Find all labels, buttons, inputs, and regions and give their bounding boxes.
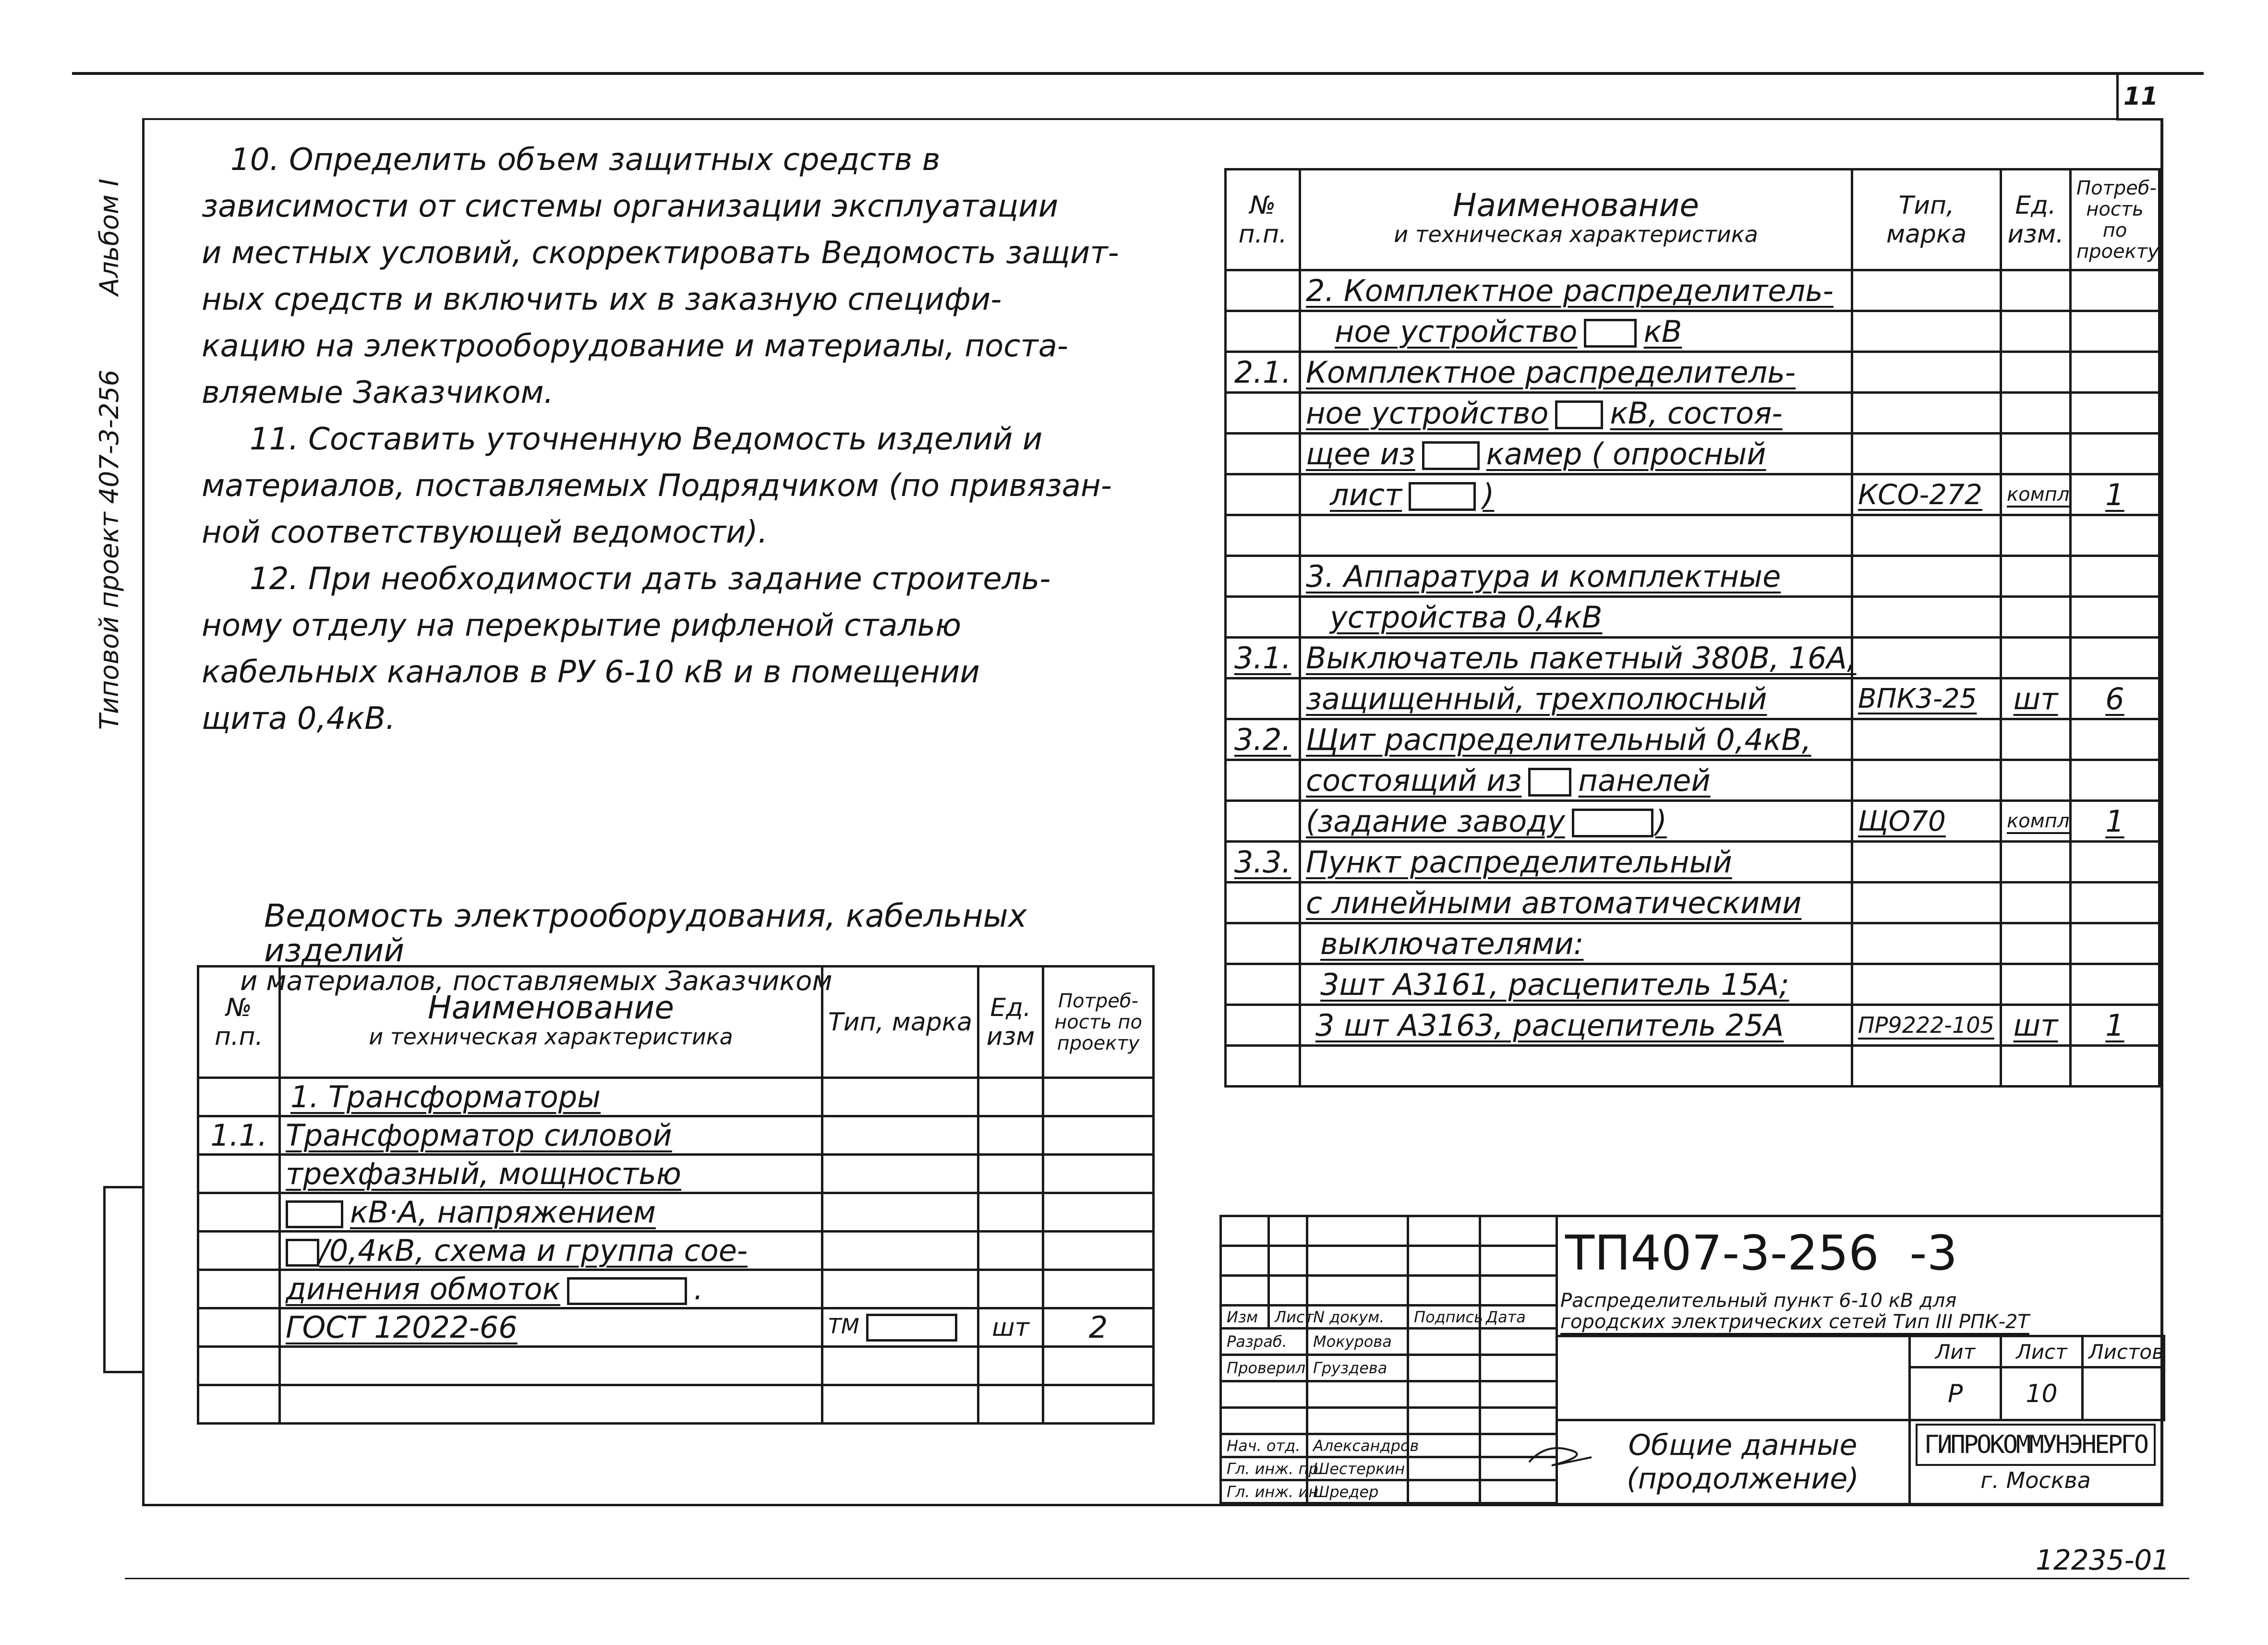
- top-border-line: [72, 72, 2204, 75]
- left-title-line2: и материалов, поставляемых Заказчиком: [240, 966, 832, 997]
- lt-item-line3: кВ·А, напряжением: [280, 1193, 822, 1232]
- frame-top-line: [144, 118, 2160, 120]
- stage-value: Р: [1910, 1367, 2001, 1420]
- rt-item32-line2: состоящий из панелей: [1300, 760, 1852, 801]
- rt-item21-unit: компл: [2001, 474, 2071, 515]
- lt-item-line1: Трансформатор силовой: [280, 1116, 822, 1155]
- rt-header-name: Наименование и техническая характеристика: [1300, 169, 1852, 270]
- note-11: 11. Составить уточненную Ведомость изделий и материалов, поставляемых Подрядчиком (по привязан- ной соответствующей ведомости).: [202, 422, 1112, 550]
- rt-item31-line1: Выключатель пакетный 380В, 16А,: [1300, 638, 1852, 678]
- rt-item21-need: 1: [2071, 474, 2159, 515]
- rt-header-num: № п.п.: [1226, 169, 1300, 270]
- rt-item21-num: 2.1.: [1226, 352, 1300, 393]
- sheets-label: Листов: [2083, 1336, 2164, 1367]
- rt-item32-line1: Щит распределительный 0,4кВ,: [1300, 719, 1852, 760]
- rt-item33-line1: Пункт распределительный: [1300, 842, 1852, 883]
- rt-item21-line3: щее из камер ( опросный: [1300, 434, 1852, 474]
- rt-item33-line2: с линейными автоматическими: [1300, 883, 1852, 923]
- lt-item-need: 2: [1043, 1308, 1154, 1347]
- rt-item33-line3: выключателями:: [1300, 923, 1852, 964]
- stamp-col-doc: N докум.: [1307, 1306, 1408, 1329]
- lt-section-title: 1. Трансформаторы: [280, 1078, 822, 1116]
- stamp-col-date: Дата: [1480, 1306, 1557, 1329]
- lt-item-line2: трехфазный, мощностью: [280, 1155, 822, 1193]
- rt-item32-unit: компл: [2001, 801, 2071, 842]
- rt-section3-line1: 3. Аппаратура и комплектные: [1300, 556, 1852, 597]
- stamp-role-5: Гл. инж. ин.: [1221, 1480, 1307, 1503]
- lt-item-unit: шт: [978, 1308, 1043, 1347]
- lt-item-num: 1.1.: [198, 1116, 280, 1155]
- rt-item31-num: 3.1.: [1226, 638, 1300, 678]
- organization-city: г. Москва: [1980, 1467, 2091, 1493]
- stamp-name-2: Груздева: [1307, 1355, 1408, 1381]
- rt-section2-line1: 2. Комплектное распределитель-: [1300, 270, 1852, 311]
- lt-header-name: Наименование и техническая характеристика: [280, 967, 822, 1078]
- description-line2: городских электрических сетей Тип III РПК-2Т: [1560, 1311, 2029, 1333]
- doc-title-line1: Общие данные: [1628, 1428, 1858, 1462]
- lt-item-type: ТМ: [822, 1308, 978, 1347]
- rt-item21-type: КСО-272: [1852, 474, 2001, 515]
- lt-item-line5: динения обмоток .: [280, 1270, 822, 1308]
- lt-item-line4: /0,4кВ, схема и группа сое-: [280, 1232, 822, 1270]
- sheet-info: [1908, 1335, 2165, 1421]
- lt-header-type: Тип, марка: [822, 967, 978, 1078]
- organization-stamp: [1911, 1424, 2160, 1495]
- stamp-role-3: Нач. отд.: [1221, 1434, 1307, 1457]
- title-block: [1219, 1215, 2163, 1505]
- stamp-right: [1556, 1215, 2163, 1505]
- stamp-role-4: Гл. инж. пр.: [1221, 1457, 1307, 1480]
- side-project-text: Типовой проект 407-3-256: [94, 369, 124, 730]
- lt-item-line6: ГОСТ 12022-66: [280, 1308, 822, 1347]
- stamp-role-1: Разраб.: [1221, 1329, 1307, 1355]
- doc-title-line2: (продолжение): [1627, 1462, 1859, 1496]
- note-10: 10. Определить объем защитных средств в зависимости от системы организации эксплуатации и местных условий, скорректировать Ведомость защит- ных средств и включить их в заказную специфи- кацию на электрооборудование и материалы, поста- вляемые Заказчиком.: [202, 142, 1119, 411]
- stamp-name-5: Шредер: [1307, 1480, 1408, 1503]
- rt-item33-unit: шт: [2001, 1005, 2071, 1046]
- stamp-col-list: Лист: [1269, 1306, 1307, 1329]
- stamp-col-sign: Подпись: [1408, 1306, 1480, 1329]
- rt-section3-line2: устройства 0,4кВ: [1300, 597, 1852, 638]
- lt-header-unit: Ед. изм: [978, 967, 1043, 1078]
- lt-header-need: Потреб- ность по проекту: [1043, 967, 1154, 1078]
- lt-header-num: № п.п.: [198, 967, 280, 1078]
- project-code: ТП407-3-256 -3: [1565, 1225, 1958, 1281]
- stamp-name-3: Александров: [1307, 1434, 1408, 1457]
- rt-item33-line5: 3 шт А3163, расцепитель 25А: [1300, 1005, 1852, 1046]
- rt-item31-type: ВПК3-25: [1852, 678, 2001, 719]
- rt-item32-need: 1: [2071, 801, 2159, 842]
- rt-section2-line2: ное устройство кВ: [1300, 311, 1852, 352]
- rt-item33-line4: 3шт А3161, расцепитель 15А;: [1300, 964, 1852, 1005]
- left-table: [197, 965, 1155, 1425]
- side-album-text: Альбом I: [94, 179, 124, 296]
- rt-item33-need: 1: [2071, 1005, 2159, 1046]
- note-12: 12. При необходимости дать задание строитель- ному отделу на перекрытие рифленой сталью кабельных каналов в РУ 6-10 кВ и в помещении щита 0,4кВ.: [202, 561, 1051, 737]
- rt-item32-num: 3.2.: [1226, 719, 1300, 760]
- rt-item33-type: ПР9222-105: [1852, 1005, 2001, 1046]
- sheet-value: 10: [2001, 1367, 2083, 1420]
- rt-item31-need: 6: [2071, 678, 2159, 719]
- stamp-name-1: Мокурова: [1307, 1329, 1408, 1355]
- bottom-code: 12235-01: [2036, 1544, 2170, 1576]
- rt-item21-line2: ное устройство кВ, состоя-: [1300, 393, 1852, 434]
- project-description: [1560, 1290, 2160, 1332]
- left-title-line1: Ведомость электрооборудования, кабельных изделий: [264, 897, 1027, 969]
- rt-item21-line1: Комплектное распределитель-: [1300, 352, 1852, 393]
- rt-header-need: Потреб- ность по проекту: [2071, 169, 2159, 270]
- rt-item21-line4: лист ): [1300, 474, 1852, 515]
- sheet-corner-number: 11: [2123, 82, 2159, 111]
- organization-name: ГИПРОКОММУНЭНЕРГО: [1916, 1424, 2156, 1466]
- rt-header-type: Тип, марка: [1852, 169, 2001, 270]
- sheet-label: Лист: [2001, 1336, 2083, 1367]
- stamp-grid: [1219, 1215, 1558, 1504]
- rt-header-unit: Ед. изм.: [2001, 169, 2071, 270]
- rt-item31-unit: шт: [2001, 678, 2071, 719]
- corner-number-box: [2116, 75, 2163, 121]
- stamp-col-izm: Изм: [1221, 1306, 1269, 1329]
- stamp-role-2: Проверил: [1221, 1355, 1307, 1381]
- rt-item31-line2: защищенный, трехполюсный: [1300, 678, 1852, 719]
- side-bracket: [103, 1186, 144, 1373]
- stamp-name-4: Шестеркин: [1307, 1457, 1408, 1480]
- rt-item33-num: 3.3.: [1226, 842, 1300, 883]
- description-line1: Распределительный пункт 6-10 кВ для: [1560, 1290, 1957, 1312]
- bottom-edge-line: [125, 1578, 2189, 1579]
- rt-item32-type: ЩО70: [1852, 801, 2001, 842]
- stage-label: Лит: [1910, 1336, 2001, 1367]
- doc-title: [1584, 1428, 1901, 1496]
- right-table: [1224, 168, 2160, 1088]
- signature-mark: [1527, 1438, 1594, 1472]
- rt-item32-line3: (задание заводу ): [1300, 801, 1852, 842]
